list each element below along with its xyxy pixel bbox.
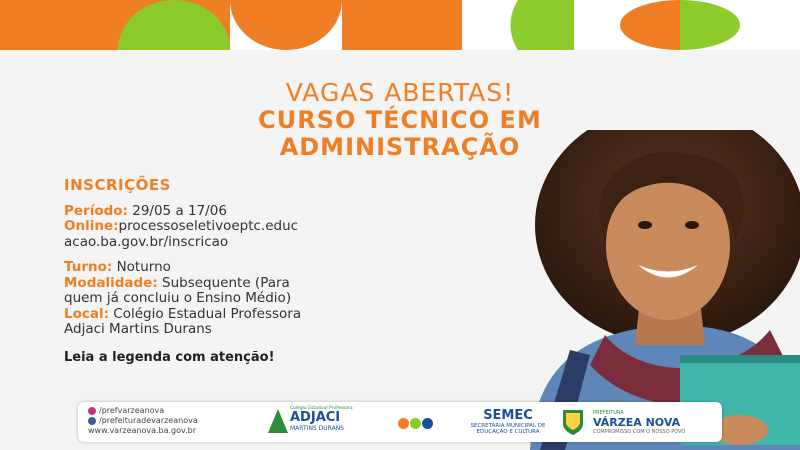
modality-value-part2: quem já concluiu o Ensino Médio) <box>64 290 292 306</box>
varzea-pre: PREFEITURA <box>593 410 624 416</box>
location-line <box>64 307 454 323</box>
modality-label: Modalidade: <box>64 274 158 291</box>
read-caption-notice: Leia a legenda com atenção! <box>64 349 275 365</box>
semec-title: SEMEC <box>483 408 533 423</box>
facebook-icon <box>88 417 96 425</box>
band-green-half-circle <box>118 0 230 50</box>
title-course-name: ADMINISTRAÇÃO <box>279 133 521 161</box>
semec-sub: SECRETARIA MUNICIPAL DE EDUCAÇÃO E CULTURA <box>470 423 546 435</box>
band-green-circle <box>462 0 574 50</box>
period-value: 29/05 a 17/06 <box>127 202 227 219</box>
varzea-sub: COMPROMISSO COM O NOSSO POVO <box>593 429 686 435</box>
footer-logos-bar <box>78 402 722 442</box>
website-link[interactable] <box>88 426 238 436</box>
circle-icon <box>422 418 433 429</box>
shift-label: Turno: <box>64 259 113 275</box>
adjaci-sub: MARTINS DURANS <box>290 425 344 432</box>
location-label: Local: <box>64 305 110 322</box>
facebook-handle: /prefeituradevarzeanova <box>99 416 198 425</box>
varzea-nova-logo <box>593 410 713 435</box>
city-emblem-icon <box>560 408 586 436</box>
adjaci-pre-label: Colégio Estadual Professora <box>290 406 353 411</box>
online-url-part2: acao.ba.gov.br/inscricao <box>64 233 229 250</box>
registration-info <box>64 178 454 365</box>
semec-logo <box>458 408 558 435</box>
top-decorative-band <box>0 0 800 50</box>
instagram-icon <box>88 407 96 415</box>
modality-value-part1: Subsequente (Para <box>157 274 290 291</box>
circle-icon <box>398 418 409 429</box>
school-triangle-icon <box>268 409 288 433</box>
band-orange-block <box>342 0 462 50</box>
period-line <box>64 204 454 220</box>
location-value-part2: Adjaci Martins Durans <box>64 321 212 337</box>
band-orange-block <box>0 0 118 50</box>
website-url: www.varzeanova.ba.gov.br <box>88 426 197 435</box>
online-url-part1: processoseletivoeptc.educ <box>118 218 299 234</box>
education-circles-logo <box>398 414 436 430</box>
circle-icon <box>410 418 421 429</box>
shift-line <box>64 260 454 276</box>
adjaci-name: ADJACI <box>290 410 341 425</box>
modality-line <box>64 276 454 292</box>
instagram-link[interactable] <box>88 406 238 416</box>
band-orange-green-circle <box>620 0 740 50</box>
adjaci-school-logo <box>268 407 368 437</box>
shift-value: Noturno <box>112 259 171 275</box>
varzea-title: VÁRZEA NOVA <box>593 416 681 429</box>
social-links <box>88 406 238 436</box>
instagram-handle: /prefvarzeanova <box>99 406 165 415</box>
registration-heading: INSCRIÇÕES <box>64 176 171 194</box>
band-white-half-circle <box>230 0 342 50</box>
facebook-link[interactable] <box>88 416 238 426</box>
period-label: Período: <box>64 202 128 219</box>
location-value-part1: Colégio Estadual Professora <box>109 305 302 322</box>
title-course-line: CURSO TÉCNICO EM <box>258 106 542 134</box>
title-open-vacancies: VAGAS ABERTAS! <box>285 78 515 107</box>
online-line <box>64 219 454 235</box>
online-label: Online: <box>64 218 119 234</box>
